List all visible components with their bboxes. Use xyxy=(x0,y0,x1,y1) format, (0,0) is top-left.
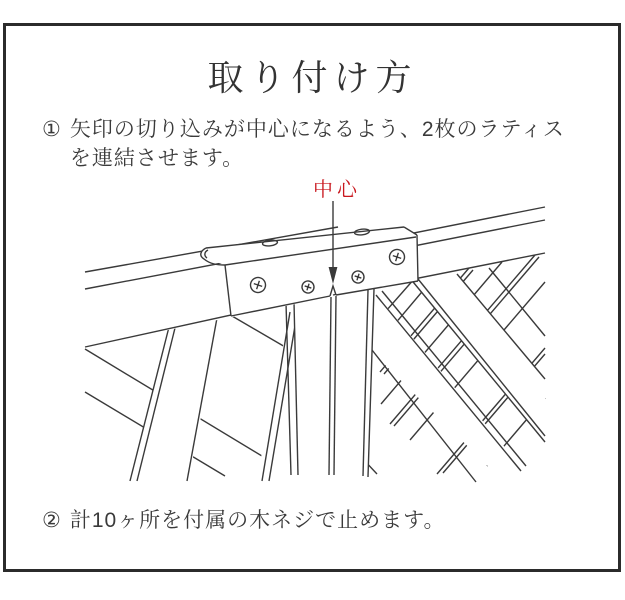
step-1-line-2: を連結させます。 xyxy=(69,147,245,170)
right-panel-edge-post xyxy=(334,289,374,477)
step-2 xyxy=(42,506,446,535)
step-2-line-1: 計10ヶ所を付属の木ネジで止めます。 xyxy=(69,509,446,532)
page-title: 取り付け方 xyxy=(207,57,418,98)
step-2-text xyxy=(70,506,446,535)
step-1-line-1: 矢印の切り込みが中心になるよう、2枚のラティス xyxy=(69,118,565,141)
center-label: 中心 xyxy=(313,179,361,201)
step-2-number: ② xyxy=(42,509,62,532)
right-panel-front-slats xyxy=(371,268,545,483)
step-1-number: ① xyxy=(42,118,62,141)
